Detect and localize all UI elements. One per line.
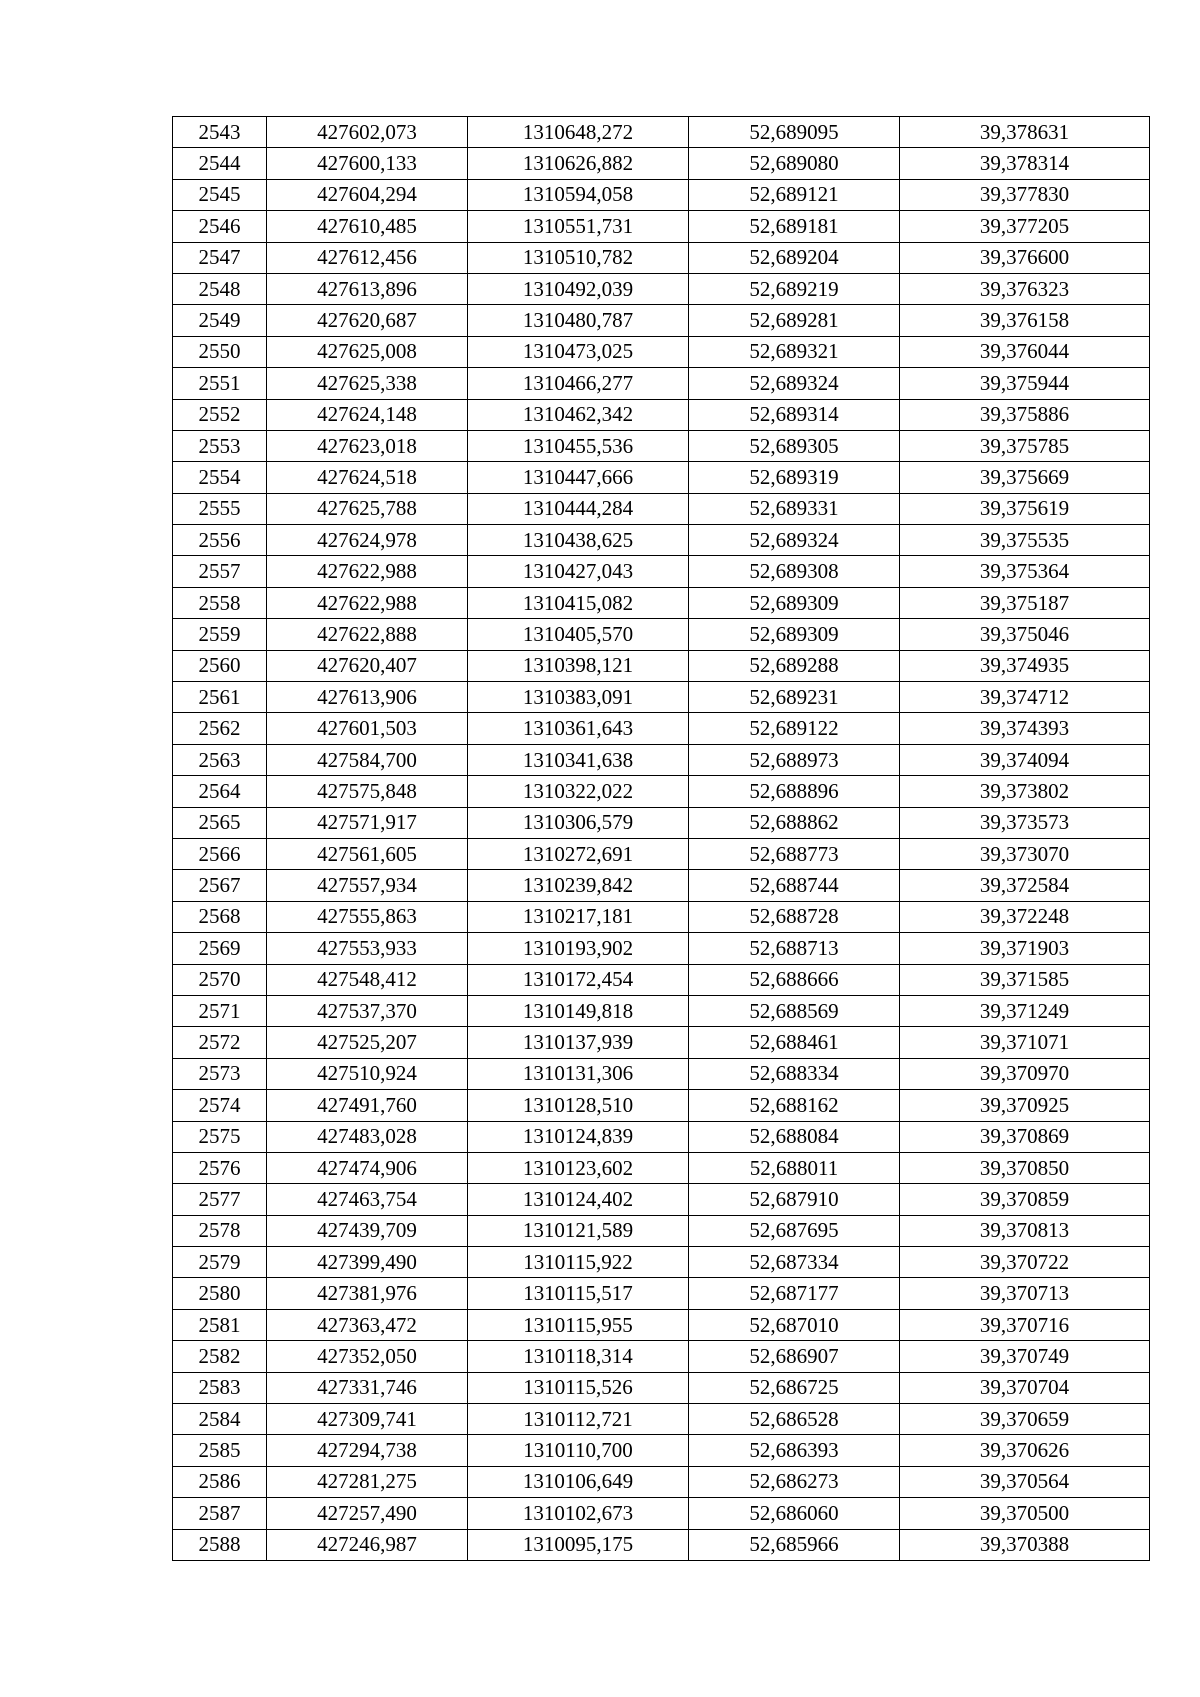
latitude-cell: 52,686060 bbox=[689, 1498, 900, 1529]
coordinates-table-body bbox=[173, 117, 1150, 1561]
longitude-cell: 39,375886 bbox=[900, 399, 1150, 430]
longitude-cell: 39,370564 bbox=[900, 1466, 1150, 1497]
point-number-cell: 2560 bbox=[173, 650, 267, 681]
latitude-cell: 52,689219 bbox=[689, 273, 900, 304]
point-number-cell: 2572 bbox=[173, 1027, 267, 1058]
latitude-cell: 52,686725 bbox=[689, 1372, 900, 1403]
x-coordinate-cell: 427604,294 bbox=[267, 179, 468, 210]
x-coordinate-cell: 427601,503 bbox=[267, 713, 468, 744]
table-row bbox=[173, 368, 1150, 399]
longitude-cell: 39,374094 bbox=[900, 744, 1150, 775]
point-number-cell: 2556 bbox=[173, 525, 267, 556]
y-coordinate-cell: 1310102,673 bbox=[468, 1498, 689, 1529]
table-row bbox=[173, 995, 1150, 1026]
table-row bbox=[173, 1466, 1150, 1497]
longitude-cell: 39,372248 bbox=[900, 901, 1150, 932]
point-number-cell: 2567 bbox=[173, 870, 267, 901]
table-row bbox=[173, 1341, 1150, 1372]
longitude-cell: 39,373573 bbox=[900, 807, 1150, 838]
y-coordinate-cell: 1310172,454 bbox=[468, 964, 689, 995]
point-number-cell: 2580 bbox=[173, 1278, 267, 1309]
latitude-cell: 52,689309 bbox=[689, 619, 900, 650]
table-row bbox=[173, 1372, 1150, 1403]
x-coordinate-cell: 427294,738 bbox=[267, 1435, 468, 1466]
latitude-cell: 52,688569 bbox=[689, 995, 900, 1026]
x-coordinate-cell: 427399,490 bbox=[267, 1247, 468, 1278]
y-coordinate-cell: 1310193,902 bbox=[468, 933, 689, 964]
longitude-cell: 39,375046 bbox=[900, 619, 1150, 650]
x-coordinate-cell: 427491,760 bbox=[267, 1090, 468, 1121]
table-row bbox=[173, 1435, 1150, 1466]
latitude-cell: 52,688862 bbox=[689, 807, 900, 838]
latitude-cell: 52,686393 bbox=[689, 1435, 900, 1466]
latitude-cell: 52,689309 bbox=[689, 587, 900, 618]
latitude-cell: 52,688461 bbox=[689, 1027, 900, 1058]
longitude-cell: 39,373070 bbox=[900, 838, 1150, 869]
point-number-cell: 2564 bbox=[173, 776, 267, 807]
table-row bbox=[173, 242, 1150, 273]
x-coordinate-cell: 427624,518 bbox=[267, 462, 468, 493]
x-coordinate-cell: 427622,988 bbox=[267, 587, 468, 618]
latitude-cell: 52,688334 bbox=[689, 1058, 900, 1089]
longitude-cell: 39,371071 bbox=[900, 1027, 1150, 1058]
latitude-cell: 52,689324 bbox=[689, 368, 900, 399]
latitude-cell: 52,689288 bbox=[689, 650, 900, 681]
longitude-cell: 39,370722 bbox=[900, 1247, 1150, 1278]
table-row bbox=[173, 1529, 1150, 1560]
table-row bbox=[173, 1027, 1150, 1058]
y-coordinate-cell: 1310405,570 bbox=[468, 619, 689, 650]
table-row bbox=[173, 493, 1150, 524]
point-number-cell: 2578 bbox=[173, 1215, 267, 1246]
y-coordinate-cell: 1310383,091 bbox=[468, 682, 689, 713]
x-coordinate-cell: 427439,709 bbox=[267, 1215, 468, 1246]
table-row bbox=[173, 901, 1150, 932]
table-row bbox=[173, 807, 1150, 838]
point-number-cell: 2574 bbox=[173, 1090, 267, 1121]
x-coordinate-cell: 427624,978 bbox=[267, 525, 468, 556]
point-number-cell: 2553 bbox=[173, 430, 267, 461]
coordinates-table bbox=[172, 116, 1150, 1561]
latitude-cell: 52,689095 bbox=[689, 117, 900, 148]
point-number-cell: 2547 bbox=[173, 242, 267, 273]
point-number-cell: 2548 bbox=[173, 273, 267, 304]
y-coordinate-cell: 1310447,666 bbox=[468, 462, 689, 493]
latitude-cell: 52,685966 bbox=[689, 1529, 900, 1560]
y-coordinate-cell: 1310217,181 bbox=[468, 901, 689, 932]
y-coordinate-cell: 1310095,175 bbox=[468, 1529, 689, 1560]
longitude-cell: 39,371249 bbox=[900, 995, 1150, 1026]
latitude-cell: 52,687695 bbox=[689, 1215, 900, 1246]
x-coordinate-cell: 427602,073 bbox=[267, 117, 468, 148]
latitude-cell: 52,686273 bbox=[689, 1466, 900, 1497]
latitude-cell: 52,689121 bbox=[689, 179, 900, 210]
latitude-cell: 52,689281 bbox=[689, 305, 900, 336]
x-coordinate-cell: 427620,407 bbox=[267, 650, 468, 681]
y-coordinate-cell: 1310480,787 bbox=[468, 305, 689, 336]
x-coordinate-cell: 427613,906 bbox=[267, 682, 468, 713]
latitude-cell: 52,688773 bbox=[689, 838, 900, 869]
x-coordinate-cell: 427625,338 bbox=[267, 368, 468, 399]
y-coordinate-cell: 1310306,579 bbox=[468, 807, 689, 838]
table-row bbox=[173, 117, 1150, 148]
longitude-cell: 39,372584 bbox=[900, 870, 1150, 901]
y-coordinate-cell: 1310121,589 bbox=[468, 1215, 689, 1246]
latitude-cell: 52,689321 bbox=[689, 336, 900, 367]
table-row bbox=[173, 462, 1150, 493]
table-row bbox=[173, 1184, 1150, 1215]
x-coordinate-cell: 427623,018 bbox=[267, 430, 468, 461]
table-row bbox=[173, 556, 1150, 587]
x-coordinate-cell: 427561,605 bbox=[267, 838, 468, 869]
longitude-cell: 39,374393 bbox=[900, 713, 1150, 744]
point-number-cell: 2569 bbox=[173, 933, 267, 964]
y-coordinate-cell: 1310466,277 bbox=[468, 368, 689, 399]
table-row bbox=[173, 1090, 1150, 1121]
longitude-cell: 39,370859 bbox=[900, 1184, 1150, 1215]
point-number-cell: 2576 bbox=[173, 1152, 267, 1183]
latitude-cell: 52,688896 bbox=[689, 776, 900, 807]
point-number-cell: 2551 bbox=[173, 368, 267, 399]
x-coordinate-cell: 427309,741 bbox=[267, 1404, 468, 1435]
longitude-cell: 39,370716 bbox=[900, 1309, 1150, 1340]
table-row bbox=[173, 148, 1150, 179]
point-number-cell: 2583 bbox=[173, 1372, 267, 1403]
x-coordinate-cell: 427610,485 bbox=[267, 211, 468, 242]
x-coordinate-cell: 427352,050 bbox=[267, 1341, 468, 1372]
longitude-cell: 39,370659 bbox=[900, 1404, 1150, 1435]
point-number-cell: 2566 bbox=[173, 838, 267, 869]
latitude-cell: 52,688162 bbox=[689, 1090, 900, 1121]
table-row bbox=[173, 713, 1150, 744]
latitude-cell: 52,688666 bbox=[689, 964, 900, 995]
table-row bbox=[173, 399, 1150, 430]
point-number-cell: 2544 bbox=[173, 148, 267, 179]
latitude-cell: 52,689331 bbox=[689, 493, 900, 524]
x-coordinate-cell: 427600,133 bbox=[267, 148, 468, 179]
table-row bbox=[173, 525, 1150, 556]
y-coordinate-cell: 1310510,782 bbox=[468, 242, 689, 273]
y-coordinate-cell: 1310110,700 bbox=[468, 1435, 689, 1466]
y-coordinate-cell: 1310473,025 bbox=[468, 336, 689, 367]
longitude-cell: 39,370713 bbox=[900, 1278, 1150, 1309]
y-coordinate-cell: 1310115,955 bbox=[468, 1309, 689, 1340]
table-row bbox=[173, 211, 1150, 242]
longitude-cell: 39,376323 bbox=[900, 273, 1150, 304]
latitude-cell: 52,689314 bbox=[689, 399, 900, 430]
y-coordinate-cell: 1310124,402 bbox=[468, 1184, 689, 1215]
point-number-cell: 2543 bbox=[173, 117, 267, 148]
x-coordinate-cell: 427537,370 bbox=[267, 995, 468, 1026]
point-number-cell: 2586 bbox=[173, 1466, 267, 1497]
y-coordinate-cell: 1310137,939 bbox=[468, 1027, 689, 1058]
y-coordinate-cell: 1310361,643 bbox=[468, 713, 689, 744]
point-number-cell: 2557 bbox=[173, 556, 267, 587]
y-coordinate-cell: 1310115,526 bbox=[468, 1372, 689, 1403]
y-coordinate-cell: 1310427,043 bbox=[468, 556, 689, 587]
point-number-cell: 2568 bbox=[173, 901, 267, 932]
x-coordinate-cell: 427363,472 bbox=[267, 1309, 468, 1340]
y-coordinate-cell: 1310118,314 bbox=[468, 1341, 689, 1372]
y-coordinate-cell: 1310551,731 bbox=[468, 211, 689, 242]
y-coordinate-cell: 1310123,602 bbox=[468, 1152, 689, 1183]
longitude-cell: 39,375364 bbox=[900, 556, 1150, 587]
longitude-cell: 39,370388 bbox=[900, 1529, 1150, 1560]
point-number-cell: 2562 bbox=[173, 713, 267, 744]
y-coordinate-cell: 1310444,284 bbox=[468, 493, 689, 524]
x-coordinate-cell: 427463,754 bbox=[267, 1184, 468, 1215]
y-coordinate-cell: 1310322,022 bbox=[468, 776, 689, 807]
latitude-cell: 52,689305 bbox=[689, 430, 900, 461]
table-row bbox=[173, 870, 1150, 901]
latitude-cell: 52,687177 bbox=[689, 1278, 900, 1309]
longitude-cell: 39,374712 bbox=[900, 682, 1150, 713]
table-row bbox=[173, 430, 1150, 461]
table-row bbox=[173, 1058, 1150, 1089]
point-number-cell: 2552 bbox=[173, 399, 267, 430]
x-coordinate-cell: 427246,987 bbox=[267, 1529, 468, 1560]
table-row bbox=[173, 838, 1150, 869]
latitude-cell: 52,688713 bbox=[689, 933, 900, 964]
point-number-cell: 2558 bbox=[173, 587, 267, 618]
x-coordinate-cell: 427571,917 bbox=[267, 807, 468, 838]
longitude-cell: 39,376044 bbox=[900, 336, 1150, 367]
table-row bbox=[173, 964, 1150, 995]
point-number-cell: 2546 bbox=[173, 211, 267, 242]
table-row bbox=[173, 1152, 1150, 1183]
x-coordinate-cell: 427584,700 bbox=[267, 744, 468, 775]
point-number-cell: 2550 bbox=[173, 336, 267, 367]
y-coordinate-cell: 1310115,922 bbox=[468, 1247, 689, 1278]
longitude-cell: 39,375619 bbox=[900, 493, 1150, 524]
longitude-cell: 39,370749 bbox=[900, 1341, 1150, 1372]
longitude-cell: 39,375669 bbox=[900, 462, 1150, 493]
longitude-cell: 39,370970 bbox=[900, 1058, 1150, 1089]
point-number-cell: 2575 bbox=[173, 1121, 267, 1152]
longitude-cell: 39,375944 bbox=[900, 368, 1150, 399]
table-row bbox=[173, 619, 1150, 650]
point-number-cell: 2571 bbox=[173, 995, 267, 1026]
point-number-cell: 2577 bbox=[173, 1184, 267, 1215]
table-row bbox=[173, 933, 1150, 964]
table-row bbox=[173, 650, 1150, 681]
y-coordinate-cell: 1310124,839 bbox=[468, 1121, 689, 1152]
x-coordinate-cell: 427553,933 bbox=[267, 933, 468, 964]
table-row bbox=[173, 744, 1150, 775]
longitude-cell: 39,370850 bbox=[900, 1152, 1150, 1183]
point-number-cell: 2587 bbox=[173, 1498, 267, 1529]
longitude-cell: 39,375535 bbox=[900, 525, 1150, 556]
y-coordinate-cell: 1310455,536 bbox=[468, 430, 689, 461]
y-coordinate-cell: 1310415,082 bbox=[468, 587, 689, 618]
x-coordinate-cell: 427474,906 bbox=[267, 1152, 468, 1183]
table-row bbox=[173, 1404, 1150, 1435]
point-number-cell: 2582 bbox=[173, 1341, 267, 1372]
point-number-cell: 2565 bbox=[173, 807, 267, 838]
point-number-cell: 2549 bbox=[173, 305, 267, 336]
y-coordinate-cell: 1310149,818 bbox=[468, 995, 689, 1026]
table-row bbox=[173, 1215, 1150, 1246]
x-coordinate-cell: 427612,456 bbox=[267, 242, 468, 273]
table-row bbox=[173, 682, 1150, 713]
y-coordinate-cell: 1310462,342 bbox=[468, 399, 689, 430]
longitude-cell: 39,375187 bbox=[900, 587, 1150, 618]
point-number-cell: 2579 bbox=[173, 1247, 267, 1278]
table-row bbox=[173, 273, 1150, 304]
longitude-cell: 39,378631 bbox=[900, 117, 1150, 148]
table-row bbox=[173, 1498, 1150, 1529]
latitude-cell: 52,688728 bbox=[689, 901, 900, 932]
point-number-cell: 2585 bbox=[173, 1435, 267, 1466]
longitude-cell: 39,377205 bbox=[900, 211, 1150, 242]
x-coordinate-cell: 427548,412 bbox=[267, 964, 468, 995]
table-row bbox=[173, 1121, 1150, 1152]
x-coordinate-cell: 427331,746 bbox=[267, 1372, 468, 1403]
y-coordinate-cell: 1310239,842 bbox=[468, 870, 689, 901]
x-coordinate-cell: 427620,687 bbox=[267, 305, 468, 336]
longitude-cell: 39,370869 bbox=[900, 1121, 1150, 1152]
x-coordinate-cell: 427555,863 bbox=[267, 901, 468, 932]
y-coordinate-cell: 1310648,272 bbox=[468, 117, 689, 148]
x-coordinate-cell: 427624,148 bbox=[267, 399, 468, 430]
latitude-cell: 52,688084 bbox=[689, 1121, 900, 1152]
point-number-cell: 2584 bbox=[173, 1404, 267, 1435]
longitude-cell: 39,374935 bbox=[900, 650, 1150, 681]
x-coordinate-cell: 427613,896 bbox=[267, 273, 468, 304]
longitude-cell: 39,373802 bbox=[900, 776, 1150, 807]
x-coordinate-cell: 427483,028 bbox=[267, 1121, 468, 1152]
x-coordinate-cell: 427622,988 bbox=[267, 556, 468, 587]
point-number-cell: 2561 bbox=[173, 682, 267, 713]
longitude-cell: 39,376600 bbox=[900, 242, 1150, 273]
x-coordinate-cell: 427622,888 bbox=[267, 619, 468, 650]
point-number-cell: 2555 bbox=[173, 493, 267, 524]
y-coordinate-cell: 1310128,510 bbox=[468, 1090, 689, 1121]
point-number-cell: 2545 bbox=[173, 179, 267, 210]
y-coordinate-cell: 1310594,058 bbox=[468, 179, 689, 210]
longitude-cell: 39,378314 bbox=[900, 148, 1150, 179]
point-number-cell: 2554 bbox=[173, 462, 267, 493]
x-coordinate-cell: 427257,490 bbox=[267, 1498, 468, 1529]
longitude-cell: 39,370626 bbox=[900, 1435, 1150, 1466]
x-coordinate-cell: 427281,275 bbox=[267, 1466, 468, 1497]
latitude-cell: 52,686907 bbox=[689, 1341, 900, 1372]
longitude-cell: 39,370500 bbox=[900, 1498, 1150, 1529]
y-coordinate-cell: 1310398,121 bbox=[468, 650, 689, 681]
x-coordinate-cell: 427557,934 bbox=[267, 870, 468, 901]
latitude-cell: 52,689181 bbox=[689, 211, 900, 242]
latitude-cell: 52,687334 bbox=[689, 1247, 900, 1278]
y-coordinate-cell: 1310626,882 bbox=[468, 148, 689, 179]
table-row bbox=[173, 1278, 1150, 1309]
x-coordinate-cell: 427525,207 bbox=[267, 1027, 468, 1058]
latitude-cell: 52,687010 bbox=[689, 1309, 900, 1340]
y-coordinate-cell: 1310341,638 bbox=[468, 744, 689, 775]
longitude-cell: 39,370813 bbox=[900, 1215, 1150, 1246]
latitude-cell: 52,689231 bbox=[689, 682, 900, 713]
table-row bbox=[173, 776, 1150, 807]
latitude-cell: 52,688011 bbox=[689, 1152, 900, 1183]
latitude-cell: 52,686528 bbox=[689, 1404, 900, 1435]
y-coordinate-cell: 1310492,039 bbox=[468, 273, 689, 304]
y-coordinate-cell: 1310112,721 bbox=[468, 1404, 689, 1435]
longitude-cell: 39,370704 bbox=[900, 1372, 1150, 1403]
table-row bbox=[173, 179, 1150, 210]
latitude-cell: 52,689324 bbox=[689, 525, 900, 556]
longitude-cell: 39,375785 bbox=[900, 430, 1150, 461]
x-coordinate-cell: 427625,788 bbox=[267, 493, 468, 524]
latitude-cell: 52,689308 bbox=[689, 556, 900, 587]
point-number-cell: 2563 bbox=[173, 744, 267, 775]
longitude-cell: 39,370925 bbox=[900, 1090, 1150, 1121]
latitude-cell: 52,689204 bbox=[689, 242, 900, 273]
latitude-cell: 52,689319 bbox=[689, 462, 900, 493]
longitude-cell: 39,376158 bbox=[900, 305, 1150, 336]
table-row bbox=[173, 305, 1150, 336]
y-coordinate-cell: 1310438,625 bbox=[468, 525, 689, 556]
table-row bbox=[173, 336, 1150, 367]
longitude-cell: 39,371585 bbox=[900, 964, 1150, 995]
y-coordinate-cell: 1310131,306 bbox=[468, 1058, 689, 1089]
point-number-cell: 2581 bbox=[173, 1309, 267, 1340]
table-row bbox=[173, 1247, 1150, 1278]
latitude-cell: 52,687910 bbox=[689, 1184, 900, 1215]
x-coordinate-cell: 427510,924 bbox=[267, 1058, 468, 1089]
table-row bbox=[173, 1309, 1150, 1340]
longitude-cell: 39,377830 bbox=[900, 179, 1150, 210]
y-coordinate-cell: 1310115,517 bbox=[468, 1278, 689, 1309]
y-coordinate-cell: 1310272,691 bbox=[468, 838, 689, 869]
latitude-cell: 52,688744 bbox=[689, 870, 900, 901]
latitude-cell: 52,689122 bbox=[689, 713, 900, 744]
point-number-cell: 2573 bbox=[173, 1058, 267, 1089]
x-coordinate-cell: 427575,848 bbox=[267, 776, 468, 807]
x-coordinate-cell: 427625,008 bbox=[267, 336, 468, 367]
x-coordinate-cell: 427381,976 bbox=[267, 1278, 468, 1309]
latitude-cell: 52,689080 bbox=[689, 148, 900, 179]
y-coordinate-cell: 1310106,649 bbox=[468, 1466, 689, 1497]
table-row bbox=[173, 587, 1150, 618]
point-number-cell: 2588 bbox=[173, 1529, 267, 1560]
latitude-cell: 52,688973 bbox=[689, 744, 900, 775]
point-number-cell: 2570 bbox=[173, 964, 267, 995]
longitude-cell: 39,371903 bbox=[900, 933, 1150, 964]
point-number-cell: 2559 bbox=[173, 619, 267, 650]
